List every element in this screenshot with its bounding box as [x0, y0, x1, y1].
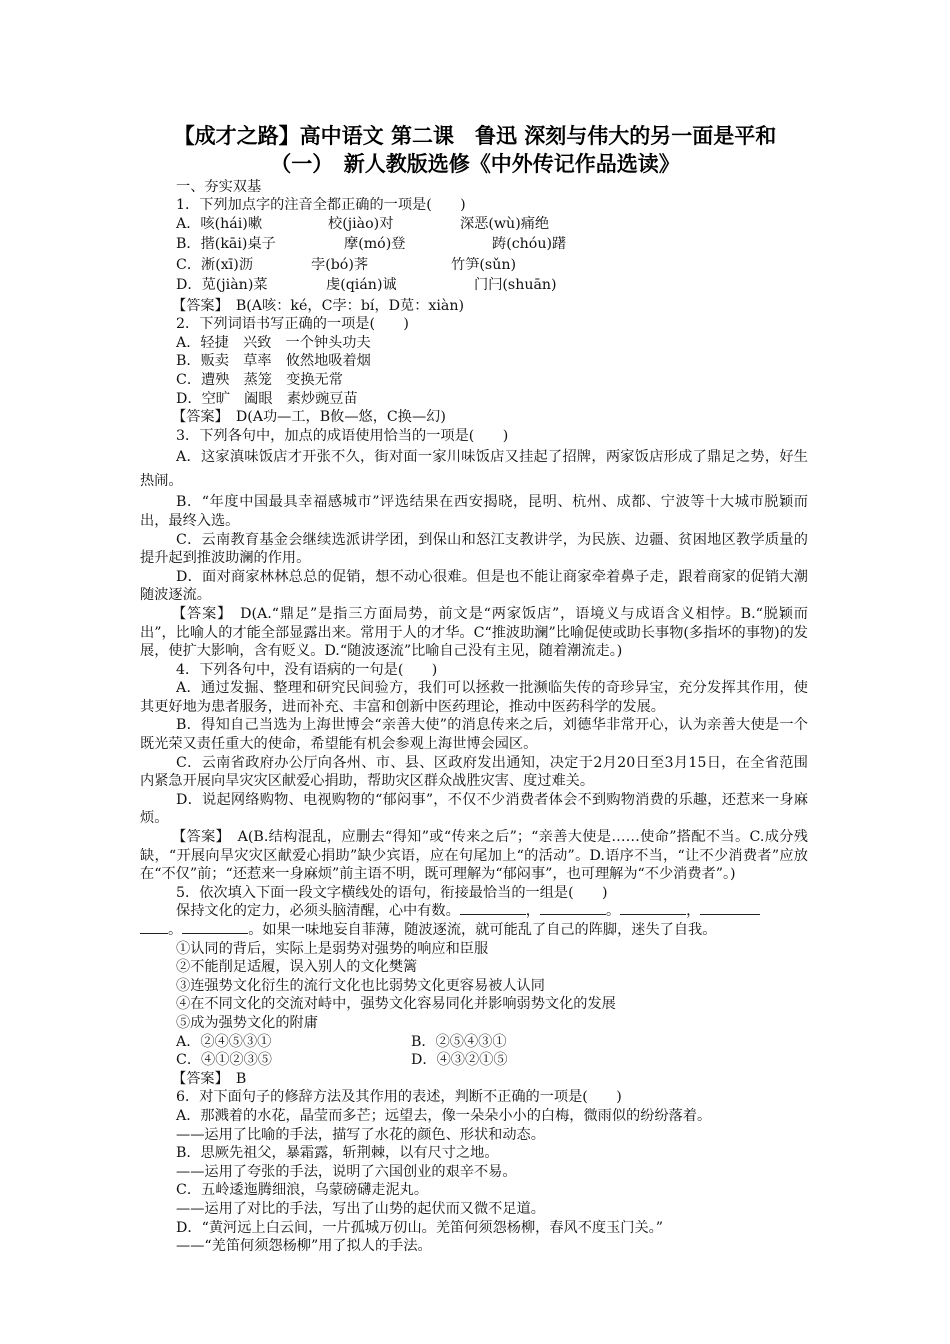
question-6-option-d: D．“黄河远上白云间，一片孤城万仞山。羌笛何须怨杨柳，春风不度玉门关。”	[176, 1219, 663, 1236]
document-title-line1: 【成才之路】高中语文 第二课 鲁迅 深刻与伟大的另一面是平和	[173, 124, 777, 148]
option-c-part1: C．淅(xī)沥	[176, 256, 254, 273]
blank-line	[140, 921, 168, 934]
question-1-stem: 1．下列加点字的注音全都正确的一项是( )	[176, 197, 466, 213]
question-5-options-cd	[140, 1051, 808, 1070]
question-5-options-ab	[140, 1033, 808, 1052]
question-1-option-d	[140, 276, 808, 297]
question-5-item-1: ①认同的背后，实际上是弱势对强势的响应和臣服	[176, 940, 489, 957]
question-5-item-5: ⑤成为强势文化的附庸	[176, 1014, 318, 1031]
question-5-passage-line2: 。 。如果一味地妄自菲薄，随波逐流，就可能乱了自己的阵脚，迷失了自我。	[140, 921, 808, 940]
question-3-option-a: A．这家滇味饭店才开张不久，街对面一家川味饭店又挂起了招牌，两家饭店形成了鼎足之势，好生热闹。	[140, 449, 808, 490]
option-b-part2: 摩(mó)登	[344, 236, 406, 253]
option-c-part2: 孛(bó)荠	[311, 256, 369, 273]
blank-line	[700, 902, 760, 915]
question-5-stem: 5．依次填入下面一段文字横线处的语句，衔接最恰当的一组是( )	[176, 884, 608, 901]
blank-line	[620, 902, 686, 915]
question-6-stem: 6．对下面句子的修辞方法及其作用的表述，判断不正确的一项是( )	[176, 1089, 622, 1106]
question-6-option-b-note: ——运用了夸张的手法，说明了六国创业的艰辛不易。	[176, 1163, 517, 1180]
question-6-option-a-note: ——运用了比喻的手法，描写了水花的颜色、形状和动态。	[176, 1126, 545, 1143]
question-5-option-a: A．②④⑤③①	[176, 1033, 272, 1050]
option-a-part3: 深恶(wù)痛绝	[460, 215, 550, 232]
question-5-passage-line1: 保持文化的定力，必须头脑清醒，心中有数。 ， 。 ，	[140, 902, 808, 921]
question-1-answer: 【答案】 B(A咳：ké，C孛：bí，D苋：xiàn)	[172, 297, 465, 314]
document-title-line2: （一） 新人教版选修《中外传记作品选读》	[270, 152, 680, 176]
document-body	[140, 178, 808, 1256]
question-2-option-a: A．轻捷 兴致 一个钟头功夫	[176, 334, 371, 351]
passage-text-b: 。如果一味地妄自菲薄，随波逐流，就可能乱了自己的阵脚，迷失了自我。	[248, 922, 717, 938]
question-2-stem: 2．下列词语书写正确的一项是( )	[176, 316, 409, 333]
question-2-option-c: C．遭殃 蒸笼 变换无常	[176, 371, 343, 388]
question-3-option-b: B．“年度中国最具幸福感城市”评选结果在西安揭晓，昆明、杭州、成都、宁波等十大城市脱颖而出，最终入选。	[140, 494, 808, 529]
question-3-option-c: C．云南教育基金会继续选派讲学团，到保山和怒江支教讲学，为民族、边疆、贫困地区教学质量的提升起到推波助澜的作用。	[140, 531, 808, 567]
question-4-option-c: C．云南省政府办公厅向各州、市、县、区政府发出通知，决定于2月20日至3月15日，在全省范围内紧急开展向旱灾灾区献爱心捐助，帮助灾区群众战胜灾害、度过难关。	[140, 754, 808, 790]
question-2-option-b: B．贩卖 草率 攸然地吸着烟	[176, 353, 371, 370]
question-6-option-a: A．那溅着的水花，晶莹而多芒；远望去，像一朵朵小小的白梅，微雨似的纷纷落着。	[176, 1107, 712, 1124]
option-a-part2: 校(jiào)对	[328, 215, 394, 232]
blank-line	[182, 921, 248, 934]
question-4-answer: 【答案】 A(B.结构混乱，应删去“得知”或“传来之后”；“亲善大使是……使命”搭配不当。C.成分残缺，“开展向旱灾灾区献爱心捐助”缺少宾语，应在句尾加上“的活动”。D.语序不当，“让不少消费者”应放在“不仅”前；“还惹来一身麻烦”前主语不明，既可理解为“郁闷事”，也可理解为“不少消费者”。)	[140, 829, 808, 883]
question-3-answer: 【答案】 D(A.“鼎足”是指三方面局势，前文是“两家饭店”，语境义与成语含义相悖。B.“脱颖而出”，比喻人的才能全部显露出来。常用于人的才华。C“推波助澜”比喻促使或助长事物(多指坏的事物)的发展，使扩大影响，含有贬义。D.“随波逐流”比喻自己没有主见，随着潮流走。)	[140, 605, 808, 660]
blank-line	[460, 902, 526, 915]
blank-line	[540, 902, 606, 915]
option-d-part3: 门闩(shuān)	[474, 277, 557, 294]
question-2-answer: 【答案】 D(A功—工，B攸—悠，C换—幻)	[172, 409, 446, 426]
question-6-option-b: B．思厥先祖父，暴霜露，斩荆棘，以有尺寸之地。	[176, 1145, 499, 1162]
question-3-option-d: D．面对商家林林总总的促销，想不动心很难。但是也不能让商家牵着鼻子走，跟着商家的促销大潮随波逐流。	[140, 568, 808, 604]
question-4-option-b: B．得知自己当选为上海世博会“亲善大使”的消息传来之后，刘德华非常开心，认为亲善大使是一个既光荣又责任重大的使命，希望能有机会参观上海世博会园区。	[140, 717, 808, 753]
question-5-item-4: ④在不同文化的交流对峙中，强势文化容易同化并影响弱势文化的发展	[176, 996, 616, 1013]
question-6-option-c: C．五岭逶迤腾细浪，乌蒙磅礴走泥丸。	[176, 1182, 429, 1199]
option-b-part1: B．揩(kāi)桌子	[176, 236, 276, 253]
question-6-option-c-note: ——运用了对比的手法，写出了山势的起伏而又微不足道。	[176, 1200, 545, 1217]
question-6-option-d-note: ——“羌笛何须怨杨柳”用了拟人的手法。	[176, 1238, 432, 1255]
question-5-option-d: D．④③②①⑤	[411, 1052, 508, 1069]
option-a-part1: A．咳(hái)嗽	[176, 215, 263, 232]
section-heading: 一、夯实双基	[176, 179, 262, 195]
question-1-option-c	[140, 256, 808, 277]
question-5-item-2: ②不能削足适履，误入别人的文化樊篱	[176, 959, 418, 976]
question-4-option-d: D．说起网络购物、电视购物的“郁闷事”，不仅不少消费者体会不到购物消费的乐趣，还惹来一身麻烦。	[140, 791, 808, 827]
option-b-part3: 踌(chóu)躇	[492, 236, 567, 253]
question-5-option-b: B．②⑤④③①	[411, 1033, 507, 1050]
question-2-option-d: D．空旷 阖眼 素炒豌豆苗	[176, 390, 358, 407]
question-1-option-a	[140, 215, 808, 236]
option-c-part3: 竹笋(sǔn)	[451, 256, 517, 273]
question-5-answer: 【答案】 B	[172, 1070, 247, 1087]
passage-text-a: 保持文化的定力，必须头脑清醒，心中有数。	[176, 903, 460, 920]
question-1-option-b	[140, 235, 808, 256]
option-d-part2: 虔(qián)诚	[326, 277, 397, 294]
question-5-option-c: C．④①②③⑤	[176, 1052, 272, 1069]
question-3-stem: 3．下列各句中，加点的成语使用恰当的一项是( )	[176, 427, 509, 444]
option-d-part1: D．苋(jiàn)菜	[176, 277, 268, 294]
question-4-stem: 4．下列各句中，没有语病的一句是( )	[176, 661, 438, 678]
question-5-item-3: ③连强势文化衍生的流行文化也比弱势文化更容易被人认同	[176, 977, 545, 994]
question-4-option-a: A．通过发掘、整理和研究民间验方，我们可以拯救一批濒临失传的奇珍异宝，充分发挥其作用，使其更好地为患者服务，进而补充、丰富和创新中医药理论，推动中医药科学的发展。	[140, 680, 808, 715]
